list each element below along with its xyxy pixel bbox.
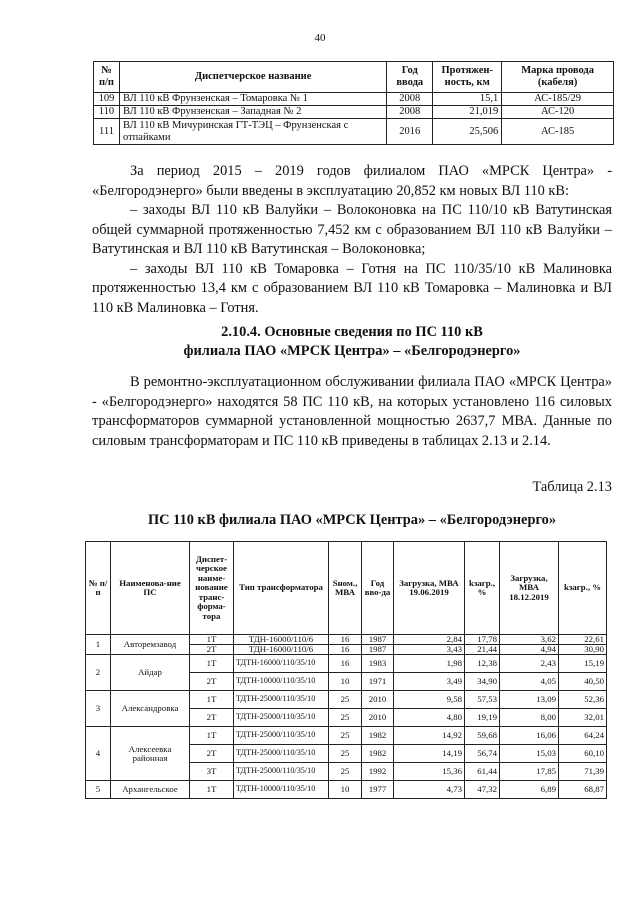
cell: 110 xyxy=(94,106,120,119)
header-num: № п/п xyxy=(94,62,120,93)
cell-name: Алексеевка районная xyxy=(111,727,190,781)
cell: 17,78 xyxy=(465,635,500,645)
cell: 1971 xyxy=(362,673,394,691)
header-year: Год вво-да xyxy=(362,542,394,635)
cell: 2010 xyxy=(362,709,394,727)
cell: 3,49 xyxy=(394,673,465,691)
table-header-row xyxy=(86,542,607,635)
cell: 15,36 xyxy=(394,763,465,781)
header-num: № п/п xyxy=(86,542,111,635)
header-load1: Загрузка, МВА 19.06.2019 xyxy=(394,542,465,635)
cell: 1982 xyxy=(362,745,394,763)
cell: ТДТН-10000/110/35/10 xyxy=(234,781,329,799)
table-title: ПС 110 кВ филиала ПАО «МРСК Центра» – «Белгородэнерго» xyxy=(147,512,557,528)
cell: 4,05 xyxy=(500,673,559,691)
cell: ВЛ 110 кВ Мичуринская ГТ-ТЭЦ – Фрунзенская с отпайками xyxy=(119,119,386,145)
section-heading xyxy=(92,323,612,361)
cell: 47,32 xyxy=(465,781,500,799)
table-header-row xyxy=(94,62,614,93)
header-snom: Sном., МВА xyxy=(329,542,362,635)
cell: 57,53 xyxy=(465,691,500,709)
cell: 22,61 xyxy=(559,635,607,645)
cell: 25 xyxy=(329,709,362,727)
cell: АС-185/29 xyxy=(502,93,614,106)
cell: 16 xyxy=(329,655,362,673)
header-name: Диспетчерское название xyxy=(119,62,386,93)
cell: 68,87 xyxy=(559,781,607,799)
paragraph: В ремонтно-эксплуатационном обслуживании филиала ПАО «МРСК Центра» - «Белгородэнерго» находятся 58 ПС 110 кВ, на которых установлено 116 силовых трансформаторов суммарной установленной мощностью 2637,7 МВА. Данные по силовым трансформаторам и ПС 110 кВ приведены в таблицах 2.13 и 2.14. xyxy=(92,374,612,449)
cell: 19,19 xyxy=(465,709,500,727)
cell: 10 xyxy=(329,781,362,799)
cell: 21,019 xyxy=(433,106,502,119)
cell-name: Авторемзавод xyxy=(111,635,190,655)
cell: 9,58 xyxy=(394,691,465,709)
cell: 64,24 xyxy=(559,727,607,745)
cell: 25 xyxy=(329,745,362,763)
cell: ТДН-16000/110/6 xyxy=(234,645,329,655)
header-type: Тип трансформатора xyxy=(234,542,329,635)
table-caption: Таблица 2.13 xyxy=(532,479,612,495)
cell: 1,98 xyxy=(394,655,465,673)
cell: 40,50 xyxy=(559,673,607,691)
cell: 1Т xyxy=(190,727,234,745)
cell-name: Айдар xyxy=(111,655,190,691)
cell: 4,73 xyxy=(394,781,465,799)
header-k1: kзагр., % xyxy=(465,542,500,635)
table-row xyxy=(94,93,614,106)
header-disp: Диспет-черское наиме-нование транс-форма-тора xyxy=(190,542,234,635)
cell-num: 1 xyxy=(86,635,111,655)
cell: 2,43 xyxy=(500,655,559,673)
cell: ТДТН-10000/110/35/10 xyxy=(234,673,329,691)
cell: 6,89 xyxy=(500,781,559,799)
cell: 34,90 xyxy=(465,673,500,691)
cell: ТДТН-25000/110/35/10 xyxy=(234,727,329,745)
paragraph: За период 2015 – 2019 годов филиалом ПАО «МРСК Центра» - «Белгородэнерго» были введены в эксплуатацию 20,852 км новых ВЛ 110 кВ: xyxy=(92,163,612,199)
cell: 15,19 xyxy=(559,655,607,673)
list-item: – заходы ВЛ 110 кВ Валуйки – Волоконовка на ПС 110/10 кВ Ватутинская общей суммарной протяженностью 7,452 км с образованием ВЛ 110 кВ Валуйки – Ватутинская и ВЛ 110 кВ Ватутинская – Волоконовка; xyxy=(92,202,612,257)
cell-num: 4 xyxy=(86,727,111,781)
header-year: Год ввода xyxy=(387,62,433,93)
cell: ТДТН-25000/110/35/10 xyxy=(234,763,329,781)
cell: 32,01 xyxy=(559,709,607,727)
table-row xyxy=(94,106,614,119)
cell: 2008 xyxy=(387,93,433,106)
cell: 2Т xyxy=(190,673,234,691)
cell: ТДТН-25000/110/35/10 xyxy=(234,745,329,763)
cell: 12,38 xyxy=(465,655,500,673)
lines-table xyxy=(93,61,614,145)
cell-num: 5 xyxy=(86,781,111,799)
cell: 1982 xyxy=(362,727,394,745)
page-number: 40 xyxy=(314,32,326,44)
cell: 2016 xyxy=(387,119,433,145)
cell: 15,03 xyxy=(500,745,559,763)
cell: 56,74 xyxy=(465,745,500,763)
cell: 61,44 xyxy=(465,763,500,781)
header-k2: kзагр., % xyxy=(559,542,607,635)
cell: АС-185 xyxy=(502,119,614,145)
cell: 4,94 xyxy=(500,645,559,655)
header-name: Наименова-ние ПС xyxy=(111,542,190,635)
section-paragraph xyxy=(92,373,612,451)
cell: 3Т xyxy=(190,763,234,781)
cell-name: Александровка xyxy=(111,691,190,727)
cell: 1Т xyxy=(190,781,234,799)
cell-name: Архангельское xyxy=(111,781,190,799)
substations-table xyxy=(85,541,607,799)
cell: 1977 xyxy=(362,781,394,799)
header-length: Протяжен-ность, км xyxy=(433,62,502,93)
cell: 13,09 xyxy=(500,691,559,709)
cell: 2,84 xyxy=(394,635,465,645)
table-row xyxy=(94,119,614,145)
cell: 25 xyxy=(329,727,362,745)
header-load2: Загрузка, МВА 18.12.2019 xyxy=(500,542,559,635)
cell: 1Т xyxy=(190,691,234,709)
intro-paragraphs xyxy=(92,162,612,318)
cell: 2Т xyxy=(190,645,234,655)
cell: 16,06 xyxy=(500,727,559,745)
cell: 4,80 xyxy=(394,709,465,727)
cell: 8,00 xyxy=(500,709,559,727)
cell: 14,92 xyxy=(394,727,465,745)
table-row xyxy=(86,781,607,799)
cell: 52,36 xyxy=(559,691,607,709)
table-row xyxy=(86,727,607,745)
cell: 17,85 xyxy=(500,763,559,781)
table-row xyxy=(86,655,607,673)
cell-num: 3 xyxy=(86,691,111,727)
cell: 10 xyxy=(329,673,362,691)
cell: 3,62 xyxy=(500,635,559,645)
cell-num: 2 xyxy=(86,655,111,691)
heading-line: филиала ПАО «МРСК Центра» – «Белгородэнерго» xyxy=(183,343,521,359)
cell: 71,39 xyxy=(559,763,607,781)
cell: ТДТН-16000/110/35/10 xyxy=(234,655,329,673)
table-row xyxy=(86,691,607,709)
cell: 1983 xyxy=(362,655,394,673)
cell: 2Т xyxy=(190,745,234,763)
cell: 21,44 xyxy=(465,645,500,655)
list-item: – заходы ВЛ 110 кВ Томаровка – Готня на ПС 110/35/10 кВ Малиновка протяженностью 13,4 км с образованием ВЛ 110 кВ Томаровка – Малиновка и ВЛ 110 кВ Малиновка – Готня. xyxy=(92,260,612,316)
heading-line: 2.10.4. Основные сведения по ПС 110 кВ xyxy=(221,324,483,340)
cell: 25,506 xyxy=(433,119,502,145)
cell: 1987 xyxy=(362,635,394,645)
cell: 16 xyxy=(329,645,362,655)
cell: 1Т xyxy=(190,635,234,645)
cell: 25 xyxy=(329,763,362,781)
cell: 1Т xyxy=(190,655,234,673)
cell: ВЛ 110 кВ Фрунзенская – Западная № 2 xyxy=(119,106,386,119)
table-row xyxy=(86,635,607,645)
cell: 2010 xyxy=(362,691,394,709)
cell: ТДТН-25000/110/35/10 xyxy=(234,691,329,709)
cell: АС-120 xyxy=(502,106,614,119)
cell: 14,19 xyxy=(394,745,465,763)
cell: 15,1 xyxy=(433,93,502,106)
cell: ТДН-16000/110/6 xyxy=(234,635,329,645)
cell: 2Т xyxy=(190,709,234,727)
header-wire: Марка провода (кабеля) xyxy=(502,62,614,93)
cell: 59,68 xyxy=(465,727,500,745)
cell: 60,10 xyxy=(559,745,607,763)
cell: 111 xyxy=(94,119,120,145)
cell: ТДТН-25000/110/35/10 xyxy=(234,709,329,727)
cell: 1987 xyxy=(362,645,394,655)
cell: 109 xyxy=(94,93,120,106)
cell: 2008 xyxy=(387,106,433,119)
cell: 25 xyxy=(329,691,362,709)
cell: 30,90 xyxy=(559,645,607,655)
cell: 16 xyxy=(329,635,362,645)
cell: 1992 xyxy=(362,763,394,781)
cell: ВЛ 110 кВ Фрунзенская – Томаровка № 1 xyxy=(119,93,386,106)
cell: 3,43 xyxy=(394,645,465,655)
